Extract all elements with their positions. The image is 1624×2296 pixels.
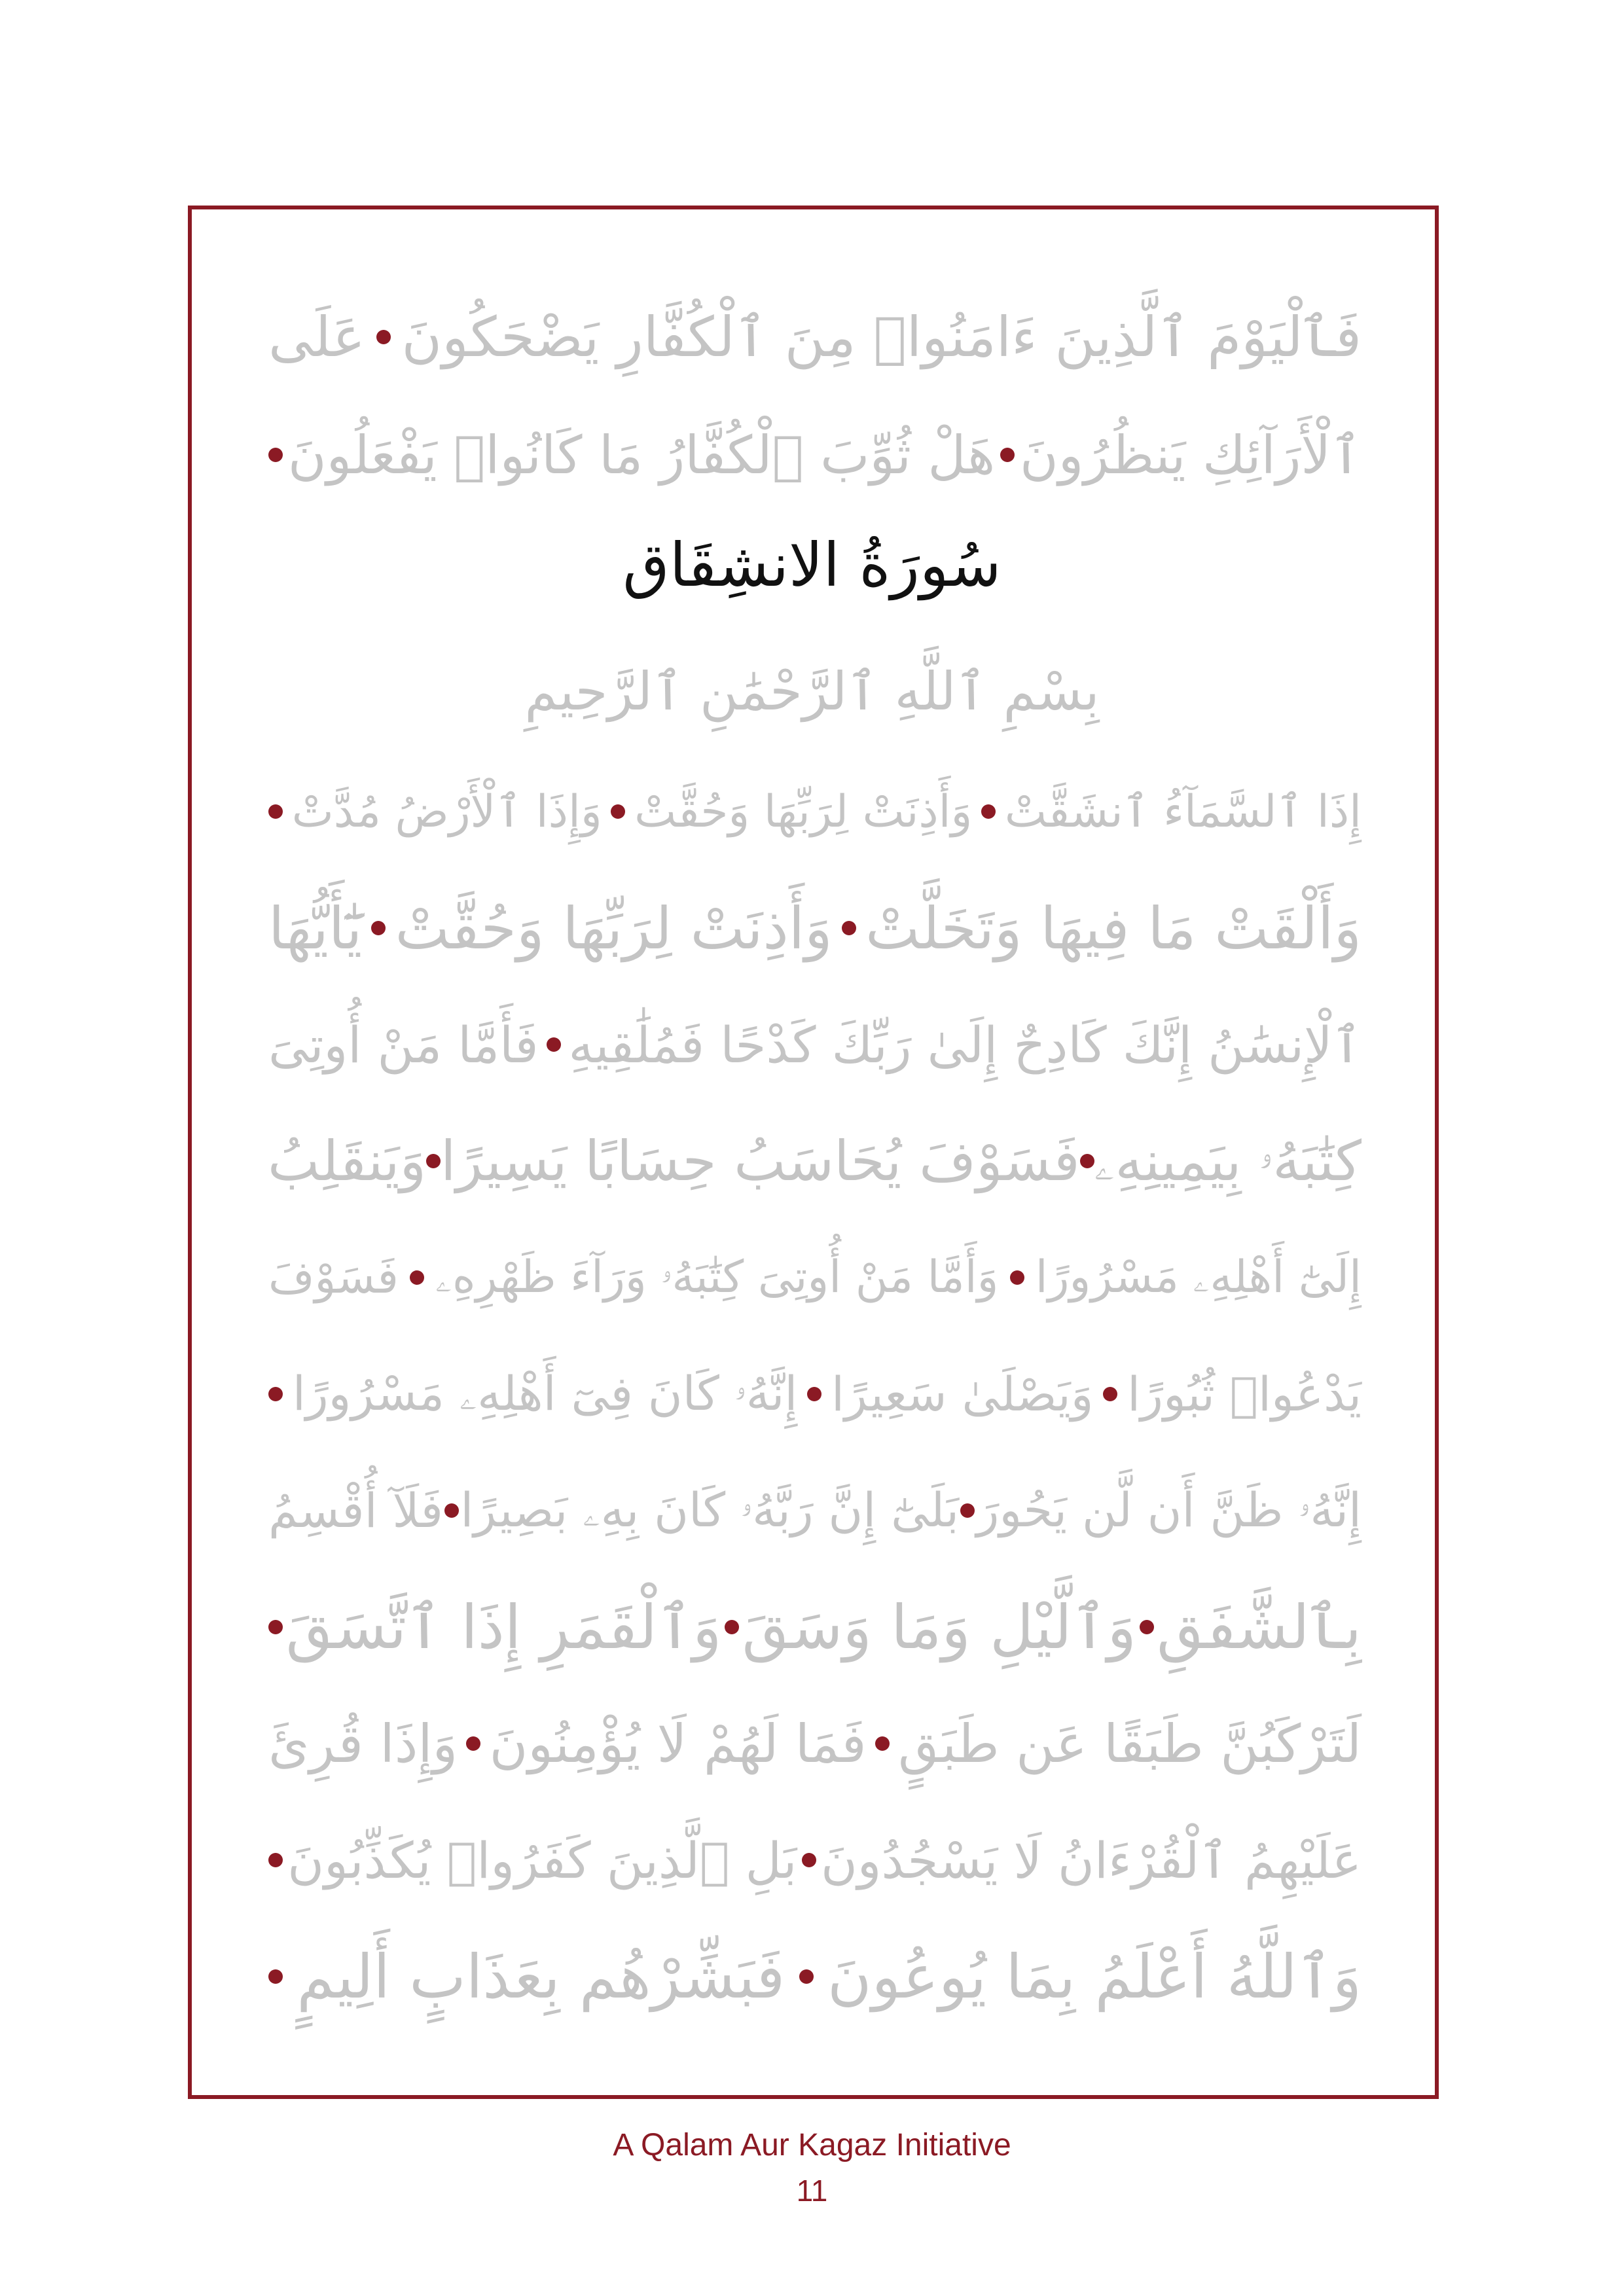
ayah-end-marker <box>371 921 386 935</box>
verse-line <box>268 1811 1362 1909</box>
verse-segment: عَلَيْهِمُ ٱلْقُرْءَانُ لَا يَسْجُدُونَ <box>820 1831 1362 1890</box>
verse-segment: ٱلْإِنسَٰنُ إِنَّكَ كَادِحٌ إِلَىٰ رَبِّكَ كَدْحًا فَمُلَٰقِيهِ <box>568 1015 1362 1074</box>
ayah-end-marker <box>960 1503 975 1518</box>
verse-segment: فَمَا لَهُمْ لَا يُؤْمِنُونَ <box>489 1713 867 1774</box>
verse-line <box>268 1229 1362 1327</box>
verse-segment: وَأَذِنَتْ لِرَبِّهَا وَحُقَّتْ <box>634 785 973 838</box>
verse-line <box>268 879 1362 977</box>
verse-segment: إِنَّهُۥ ظَنَّ أَن لَّن يَحُورَ <box>976 1482 1362 1537</box>
verse-segment: إِذَا ٱلسَّمَآءُ ٱنشَقَّتْ <box>1004 786 1362 838</box>
verse-segment: فَسَوْفَ يُحَاسَبُ حِسَابًا يَسِيرًا <box>441 1129 1080 1193</box>
verse-segment: وَٱللَّهُ أَعْلَمُ بِمَا يُوعُونَ <box>827 1941 1362 2012</box>
verse-line <box>268 1112 1362 1210</box>
verse-segment: ٱلْأَرَآئِكِ يَنظُرُونَ <box>1019 424 1362 486</box>
verse-segment: وَأَمَّا مَنْ أُوتِىَ كِتَٰبَهُۥ وَرَآءَ ظَهْرِهِۦ <box>435 1251 999 1303</box>
verse-segment: وَيَصْلَىٰ سَعِيرًا <box>831 1367 1094 1422</box>
verse-segment: وَٱلَّيْلِ وَمَا وَسَقَ <box>742 1592 1136 1662</box>
verse-segment: عَلَى <box>268 305 365 369</box>
verse-segment: فَٱلْيَوْمَ ٱلَّذِينَ ءَامَنُوا۟ مِنَ ٱلْكُفَّارِ يَضْحَكُونَ <box>401 305 1362 369</box>
verse-segment: وَإِذَا ٱلْأَرْضُ مُدَّتْ <box>291 786 602 838</box>
verse-segment: هَلْ ثُوِّبَ ٱلْكُفَّارُ مَا كَانُوا۟ يَفْعَلُونَ <box>287 424 996 486</box>
ayah-end-marker <box>802 1853 816 1867</box>
ayah-end-marker <box>466 1736 480 1751</box>
verse-line <box>268 996 1362 1094</box>
verse-segment: إِلَىٰٓ أَهْلِهِۦ مَسْرُورًا <box>1035 1251 1362 1303</box>
ayah-end-marker <box>1010 1270 1024 1285</box>
verse-line <box>268 1345 1362 1443</box>
verse-segment: فَبَشِّرْهُم بِعَذَابٍ أَلِيمٍ <box>297 1941 785 2012</box>
ayah-end-marker <box>268 804 283 819</box>
verse-segment: إِنَّهُۥ كَانَ فِىٓ أَهْلِهِۦ مَسْرُورًا <box>292 1366 798 1421</box>
ayah-end-marker <box>444 1503 459 1518</box>
verse-segment: وَأَلْقَتْ مَا فِيهَا وَتَخَلَّتْ <box>865 894 1362 962</box>
bismillah: بِسْمِ ٱللَّهِ ٱلرَّحْمَٰنِ ٱلرَّحِيمِ <box>524 661 1100 722</box>
verse-line <box>268 1462 1362 1560</box>
page-number: 11 <box>796 2174 828 2208</box>
ayah-end-marker <box>376 330 391 344</box>
verse-line <box>268 1928 1362 2026</box>
ayah-end-marker <box>268 448 283 462</box>
ayah-end-marker <box>426 1154 441 1168</box>
ayah-end-marker <box>1103 1387 1117 1401</box>
verse-segment: بَلِ ٱلَّذِينَ كَفَرُوا۟ يُكَذِّبُونَ <box>287 1831 797 1890</box>
verse-segment: وَٱلْقَمَرِ إِذَا ٱتَّسَقَ <box>285 1592 722 1662</box>
ayah-end-marker <box>875 1736 890 1751</box>
verse-line <box>268 1578 1362 1676</box>
verse-segment: وَإِذَا قُرِئَ <box>268 1713 458 1774</box>
ayah-end-marker <box>842 921 856 935</box>
ayah-end-marker <box>799 1969 814 1984</box>
verse-line <box>268 1695 1362 1793</box>
verse-line <box>268 762 1362 861</box>
ayah-end-marker <box>611 804 625 819</box>
ayah-end-marker <box>268 1620 283 1634</box>
verse-segment: فَلَآ أُقْسِمُ <box>268 1483 443 1538</box>
ayah-end-marker <box>807 1387 821 1401</box>
verse-segment: فَسَوْفَ <box>268 1251 399 1304</box>
ayah-end-marker <box>725 1620 739 1634</box>
verse-segment: يَدْعُوا۟ ثُبُورًا <box>1127 1367 1362 1422</box>
verse-segment: فَأَمَّا مَنْ أُوتِىَ <box>268 1015 539 1074</box>
ayah-end-marker <box>268 1969 283 1984</box>
footer-credit: A Qalam Aur Kagaz Initiative <box>613 2128 1011 2162</box>
ayah-end-marker <box>410 1270 424 1285</box>
ayah-end-marker <box>1000 448 1015 462</box>
verse-segment: كِتَٰبَهُۥ بِيَمِينِهِۦ <box>1094 1128 1362 1193</box>
verse-segment: لَتَرْكَبُنَّ طَبَقًا عَن طَبَقٍ <box>898 1713 1362 1774</box>
verse-segment: وَيَنقَلِبُ <box>268 1129 427 1193</box>
verse-segment: بَلَىٰٓ إِنَّ رَبَّهُۥ كَانَ بِهِۦ بَصِيرًا <box>460 1482 960 1537</box>
ayah-end-marker <box>268 1853 283 1867</box>
verse-line <box>268 288 1362 386</box>
verse-segment: بِٱلشَّفَقِ <box>1157 1592 1362 1662</box>
ayah-end-marker <box>268 1387 283 1401</box>
ayah-end-marker <box>981 804 996 819</box>
verse-segment: يَٰٓأَيُّهَا <box>268 894 363 962</box>
ayah-end-marker <box>547 1037 561 1052</box>
surah-title: سُورَةُ الانشِقَاق <box>623 530 1001 600</box>
verse-segment: وَأَذِنَتْ لِرَبِّهَا وَحُقَّتْ <box>395 894 833 962</box>
ayah-end-marker <box>1080 1154 1094 1168</box>
verse-line <box>268 406 1362 504</box>
ayah-end-marker <box>1140 1620 1154 1634</box>
